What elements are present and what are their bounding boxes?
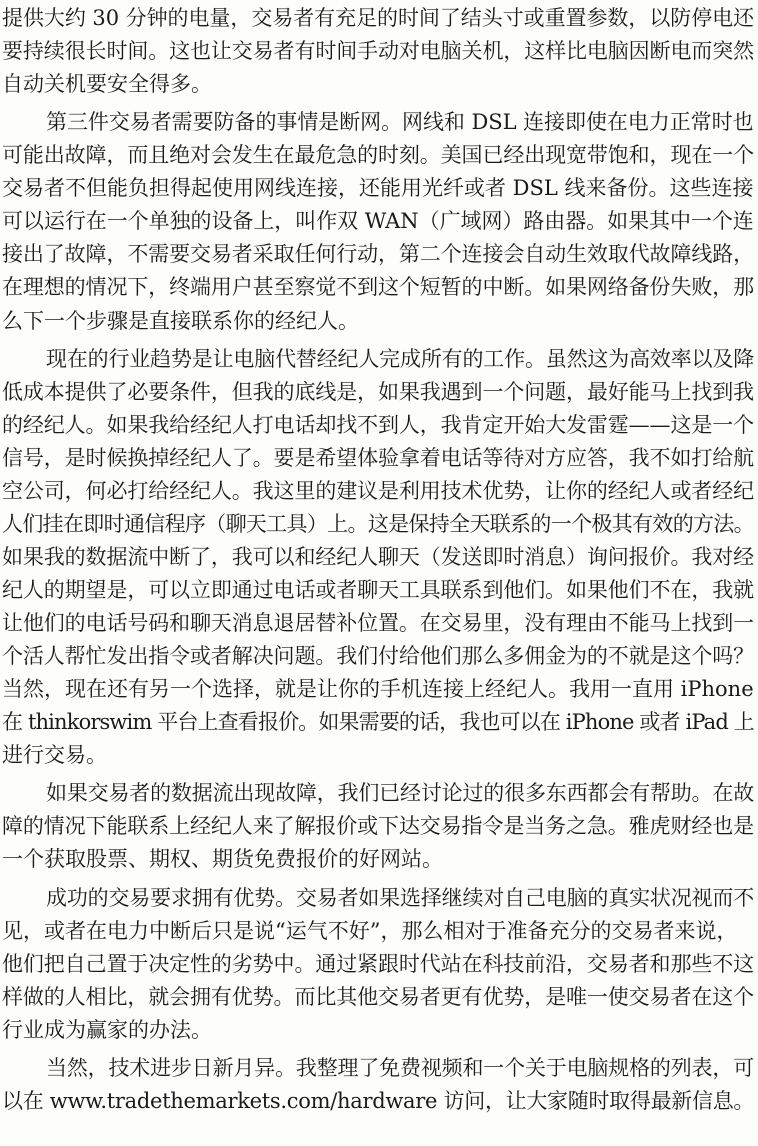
text-line: 纪人的期望是，可以立即通过电话或者聊天工具联系到他们。如果他们不在，我就 xyxy=(2,577,755,602)
text-line: 见，或者在电力中断后只是说“运气不好”，那么相对于准备充分的交易者来说， xyxy=(2,918,738,943)
paragraph xyxy=(2,106,754,337)
text-line: 当然，技术进步日新月异。我整理了免费视频和一个关于电脑规格的列表，可 xyxy=(46,1055,755,1080)
text-line: 交易者不但能负担得起使用网线连接，还能用光纤或者 DSL 线来备份。这些连接 xyxy=(2,176,754,201)
paragraph xyxy=(2,1052,754,1118)
text-line: 低成本提供了必要条件，但我的底线是，如果我遇到一个问题，最好能马上找到我 xyxy=(2,379,755,404)
text-line: 在 thinkorswim 平台上查看报价。如果需要的话，我也可以在 iPhone 或者 iPad 上 xyxy=(2,710,754,735)
text-line: 一个获取股票、期权、期货免费报价的好网站。 xyxy=(2,847,443,872)
text-line: 样做的人相比，就会拥有优势。而比其他交易者更有优势，是唯一使交易者在这个 xyxy=(2,984,755,1009)
text-line: 可以运行在一个单独的设备上，叫作双 WAN（广域网）路由器。如果其中一个连 xyxy=(2,209,754,234)
text-line: 可能出故障，而且绝对会发生在最危急的时刻。美国已经出现宽带饱和，现在一个 xyxy=(2,143,755,168)
text-line: 成功的交易要求拥有优势。交易者如果选择继续对自己电脑的真实状况视而不 xyxy=(46,885,755,910)
text-line: 接出了故障，不需要交易者采取任何行动，第二个连接会自动生效取代故障线路， xyxy=(2,242,755,267)
text-line: 么下一个步骤是直接联系你的经纪人。 xyxy=(2,308,359,333)
text-line: 进行交易。 xyxy=(2,743,107,768)
paragraph xyxy=(2,2,754,101)
body-text xyxy=(2,2,754,1123)
text-line: 自动关机要安全得多。 xyxy=(2,72,212,97)
text-line: 如果交易者的数据流出现故障，我们已经讨论过的很多东西都会有帮助。在故 xyxy=(46,781,755,806)
text-line: 让他们的电话号码和聊天消息退居替补位置。在交易里，没有理由不能马上找到一 xyxy=(2,611,755,636)
text-line: 障的情况下能联系上经纪人来了解报价或下达交易指令是当务之急。雅虎财经也是 xyxy=(2,814,755,839)
text-line: 当然，现在还有另一个选择，就是让你的手机连接上经纪人。我用一直用 iPhone xyxy=(2,677,754,702)
text-line: 行业成为赢家的办法。 xyxy=(2,1017,212,1042)
text-line: 的经纪人。如果我给经纪人打电话却找不到人，我肯定开始大发雷霆——这是一个 xyxy=(2,412,755,437)
text-line: 第三件交易者需要防备的事情是断网。网线和 DSL 连接即使在电力正常时也 xyxy=(46,110,754,135)
paragraph xyxy=(2,882,754,1047)
text-line: 现在的行业趋势是让电脑代替经纪人完成所有的工作。虽然这为高效率以及降 xyxy=(46,346,755,371)
paragraph xyxy=(2,777,754,876)
text-line: 在理想的情况下，终端用户甚至察觉不到这个短暂的中断。如果网络备份失败，那 xyxy=(2,275,755,300)
text-line: 信号，是时候换掉经纪人了。要是希望体验拿着电话等待对方应答，我不如打给航 xyxy=(2,445,755,470)
text-line: 人们挂在即时通信程序（聊天工具）上。这是保持全天联系的一个极其有效的方法。 xyxy=(2,511,754,536)
text-line: 以在 www.tradethemarkets.com/hardware 访问，让大家随时取得最新信息。 xyxy=(2,1088,755,1113)
text-line: 他们把自己置于决定性的劣势中。通过紧跟时代站在科技前沿，交易者和那些不这 xyxy=(2,951,755,976)
text-line: 要持续很长时间。这也让交易者有时间手动对电脑关机，这样比电脑因断电而突然 xyxy=(2,39,755,64)
text-line: 如果我的数据流中断了，我可以和经纪人聊天（发送即时消息）询问报价。我对经 xyxy=(2,544,755,569)
text-line: 提供大约 30 分钟的电量，交易者有充足的时间了结头寸或重置参数，以防停电还 xyxy=(2,6,755,30)
paragraph xyxy=(2,343,754,773)
text-line: 空公司，何必打给经纪人。我这里的建议是利用技术优势，让你的经纪人或者经纪 xyxy=(2,478,755,503)
text-line: 个活人帮忙发出指令或者解决问题。我们付给他们那么多佣金为的不就是这个吗？ xyxy=(2,644,755,669)
